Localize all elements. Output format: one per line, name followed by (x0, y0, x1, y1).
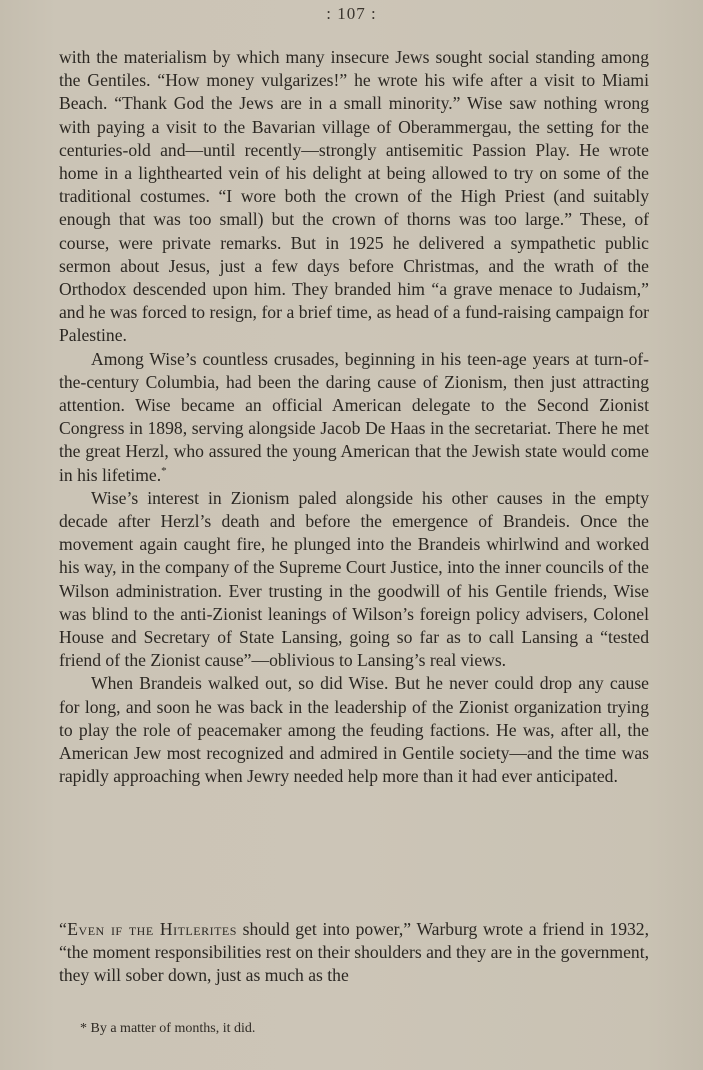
paragraph-3: Wise’s interest in Zionism paled alongside his other causes in the empty decade after Herzl’s death and before the emergence of Brandeis. Once the movement again caught fire, he plunged into the Brandeis whirlwind and worked his way, in the company of the Supreme Court Justice, into the inner councils of the Wilson administration. Ever trusting in the goodwill of his Gentile friends, Wise was blind to the anti-Zionist leanings of Wilson’s foreign policy advisers, Colonel House and Secretary of State Lansing, going so far as to call Lansing a “tested friend of the Zionist cause”—oblivious to Lansing’s real views. (59, 487, 649, 671)
footnote: * By a matter of months, it did. (80, 1021, 256, 1036)
paragraph-2-text: Among Wise’s countless crusades, beginning in his teen-age years at turn-of-the-century Columbia, had been the daring cause of Zionism, then just attracting attention. Wise became an official American delegate to the Second Zionist Congress in 1898, serving alongside Jacob De Haas in the secretariat. There he met the great Herzl, who assured the young American that the Jewish state would come in his lifetime. (59, 348, 649, 485)
paragraph-2 (59, 348, 649, 487)
section-opening-paragraph (59, 918, 649, 988)
section-opening-text: should get into power,” Warburg wrote a friend in 1932, “the moment responsibilities rest on their shoulders and they are in the government, they will sober down, just as much as the (59, 919, 649, 986)
footnote-marker: * (161, 464, 167, 477)
page-number: : 107 : (326, 4, 377, 23)
paragraph-1: with the materialism by which many insecure Jews sought social standing among the Gentiles. “How money vulgarizes!” he wrote his wife after a visit to Miami Beach. “Thank God the Jews are in a small minority.” Wise saw nothing wrong with paying a visit to the Bavarian village of Oberammergau, the setting for the centuries-old and—until recently—strongly antisemitic Passion Play. He wrote home in a lighthearted vein of his delight at being allowed to try on some of the traditional costumes. “I wore both the crown of the High Priest (and suitably enough that was too small) but the crown of thorns was too large.” These, of course, were private remarks. But in 1925 he delivered a sympathetic public sermon about Jesus, just a few days before Christmas, and the wrath of the Orthodox descended upon him. They branded him “a grave menace to Judaism,” and he was forced to resign, for a brief time, as head of a fund-raising campaign for Palestine. (59, 47, 649, 346)
section-opening (59, 918, 649, 988)
main-text-block (59, 46, 649, 789)
paragraph-4: When Brandeis walked out, so did Wise. But he never could drop any cause for long, and soon he was back in the leadership of the Zionist organization trying to play the role of peacemaker among the feuding factions. He was, after all, the American Jew most recognized and admired in Gentile society—and the time was rapidly approaching when Jewry needed help more than it had ever anticipated. (59, 673, 649, 787)
section-opening-smallcaps: “Even if the Hitlerites (59, 919, 237, 939)
